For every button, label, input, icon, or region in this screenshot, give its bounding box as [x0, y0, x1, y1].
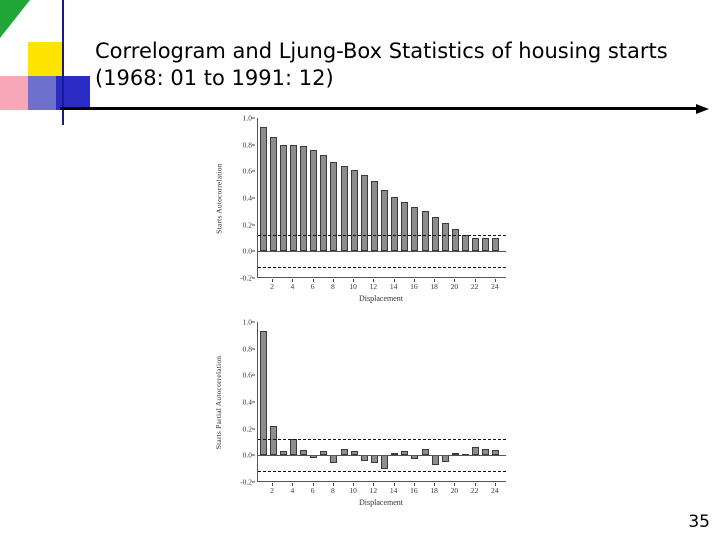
yellow-square-decor [28, 42, 62, 76]
bar [341, 166, 348, 251]
y-tick-mark [252, 428, 255, 429]
chart-partial-autocorrelation [214, 317, 515, 522]
bar [442, 223, 449, 251]
y-tick-mark [252, 198, 255, 199]
confidence-band-line [258, 439, 506, 440]
chart-y-axis-label: Starts Autocorrelation [214, 162, 224, 234]
bar [371, 181, 378, 252]
chart-plot-area [257, 322, 506, 482]
y-tick-label: 0.6 [242, 370, 252, 380]
bar [260, 127, 267, 251]
x-tick-label: 4 [290, 486, 295, 495]
x-tick-label: 12 [369, 486, 378, 495]
bar [391, 197, 398, 252]
bar [422, 449, 429, 456]
chart-bars [258, 322, 506, 482]
chart-y-ticks [229, 317, 255, 487]
bar [381, 455, 388, 468]
bar [432, 455, 439, 464]
x-tick-label: 22 [470, 282, 479, 291]
green-triangle-decor [0, 0, 30, 38]
x-tick-label: 10 [349, 486, 357, 495]
x-tick-label: 16 [410, 486, 418, 495]
chart-x-ticks [257, 279, 505, 293]
y-tick-label: 0.4 [242, 193, 252, 203]
x-tick-label: 2 [270, 486, 275, 495]
page-number: 35 [688, 512, 710, 532]
x-tick-label: 14 [389, 486, 398, 495]
zero-axis-line [258, 455, 506, 456]
bar [482, 449, 489, 456]
bar [351, 170, 358, 251]
y-tick-mark [252, 482, 255, 483]
bar [422, 211, 429, 251]
rule-bar [60, 107, 698, 110]
chart-plot-area [257, 118, 506, 278]
bar [270, 426, 277, 455]
x-tick-label: 22 [470, 486, 479, 495]
zero-axis-line [258, 251, 506, 252]
y-tick-mark [252, 455, 255, 456]
y-tick-label: 0.4 [242, 397, 252, 407]
y-tick-mark [252, 348, 255, 349]
bar [462, 235, 469, 251]
y-tick-mark [252, 224, 255, 225]
y-tick-label: -0.2 [240, 273, 252, 283]
page-title: Correlogram and Ljung-Box Statistics of housing starts (1968: 01 to 1991: 12) [95, 39, 668, 90]
y-tick-mark [252, 171, 255, 172]
bar [472, 447, 479, 455]
x-axis-line [258, 481, 506, 482]
bar [482, 238, 489, 251]
y-tick-mark [252, 278, 255, 279]
x-tick-label: 6 [310, 282, 315, 291]
bar [492, 238, 499, 251]
y-tick-label: 0.0 [242, 246, 252, 256]
x-axis-line [258, 277, 506, 278]
x-tick-label: 2 [270, 282, 275, 291]
y-tick-mark [252, 375, 255, 376]
y-tick-label: 0.2 [242, 424, 252, 434]
y-tick-label: 0.6 [242, 166, 252, 176]
bar [341, 449, 348, 456]
x-tick-label: 16 [410, 282, 418, 291]
rule-arrowhead-icon [696, 104, 709, 114]
x-tick-label: 24 [491, 282, 499, 291]
y-tick-label: -0.2 [240, 477, 252, 487]
chart-bars [258, 118, 506, 278]
bar [260, 331, 267, 455]
y-tick-label: 0.0 [242, 450, 252, 460]
x-tick-label: 12 [369, 282, 378, 291]
x-tick-label: 24 [491, 486, 499, 495]
y-tick-label: 0.8 [242, 344, 252, 354]
bar [371, 455, 378, 463]
x-tick-label: 14 [389, 282, 398, 291]
bar [361, 175, 368, 251]
y-tick-label: 0.8 [242, 140, 252, 150]
bar [270, 137, 277, 252]
x-tick-label: 6 [310, 486, 315, 495]
confidence-band-line [258, 267, 506, 268]
x-tick-label: 8 [331, 282, 335, 291]
bar [320, 155, 327, 251]
confidence-band-line [258, 471, 506, 472]
y-tick-label: 1.0 [242, 113, 252, 123]
y-tick-label: 0.2 [242, 220, 252, 230]
y-tick-mark [252, 402, 255, 403]
confidence-band-line [258, 235, 506, 236]
y-tick-mark [252, 118, 255, 119]
horizontal-arrow-rule [60, 104, 710, 114]
y-tick-mark [252, 322, 255, 323]
x-tick-label: 18 [430, 282, 438, 291]
bar [472, 238, 479, 251]
bar [381, 190, 388, 251]
x-tick-label: 20 [450, 282, 459, 291]
bar [290, 439, 297, 455]
x-tick-label: 18 [430, 486, 438, 495]
bar [401, 202, 408, 251]
x-tick-label: 4 [290, 282, 295, 291]
bar [330, 162, 337, 251]
bar [452, 229, 459, 252]
chart-y-axis-label: Starts Partial Autocorrelation [214, 355, 224, 449]
x-tick-label: 20 [450, 486, 459, 495]
chart-autocorrelation [214, 113, 515, 318]
chart-y-ticks [229, 113, 255, 283]
x-tick-label: 10 [349, 282, 357, 291]
x-tick-label: 8 [331, 486, 335, 495]
chart-x-axis-label: Displacement [359, 294, 403, 303]
y-tick-mark [252, 251, 255, 252]
bar [411, 207, 418, 251]
y-tick-mark [252, 144, 255, 145]
y-tick-label: 1.0 [242, 317, 252, 327]
chart-x-axis-label: Displacement [359, 498, 403, 507]
bar [330, 455, 337, 463]
chart-x-ticks [257, 483, 505, 497]
bar [432, 217, 439, 252]
